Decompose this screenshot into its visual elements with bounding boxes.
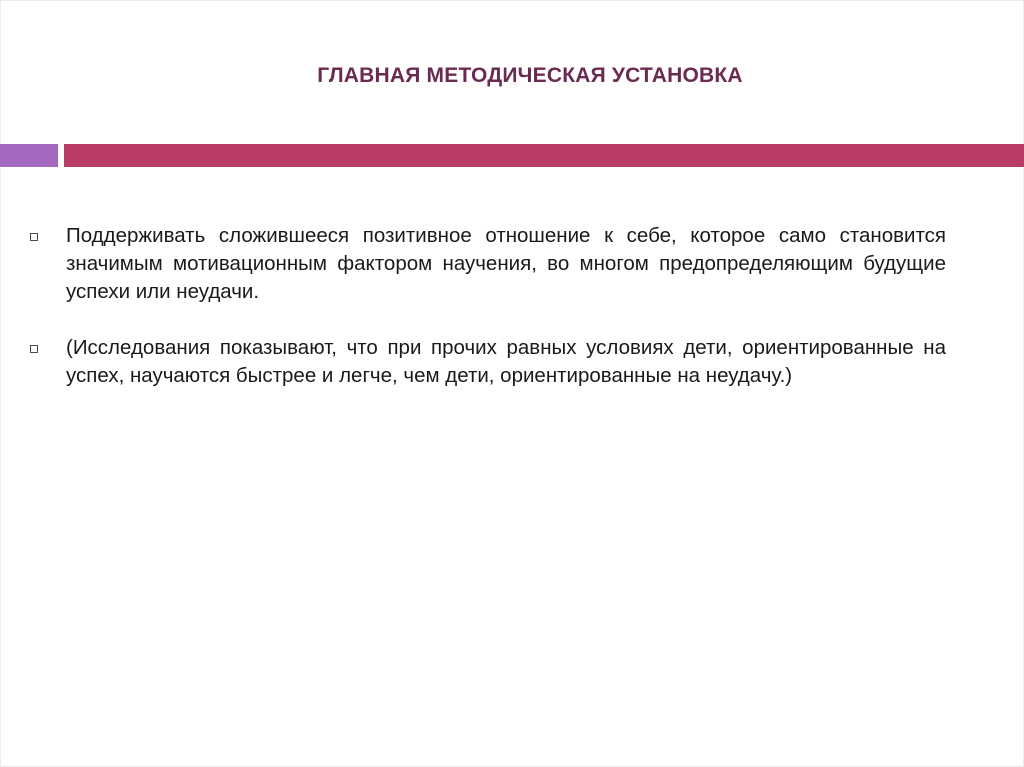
slide-title: ГЛАВНАЯ МЕТОДИЧЕСКАЯ УСТАНОВКА [317, 64, 743, 87]
square-bullet-icon [30, 233, 38, 241]
bullet-item [30, 334, 946, 390]
square-bullet-icon [30, 345, 38, 353]
accent-bar-right [64, 144, 1024, 167]
bullet-list [30, 222, 946, 418]
bullet-text: Поддерживать сложившееся позитивное отношение к себе, которое само становится значимым мотивационным фактором научения, во многом предопределяющим будущие успехи или неудачи. [66, 224, 946, 303]
bullet-item [30, 222, 946, 306]
bullet-text: (Исследования показывают, что при прочих равных условиях дети, ориентированные на успех, научаются быстрее и легче, чем дети, ориентированные на неудачу.) [66, 336, 946, 387]
accent-bar-left [0, 144, 58, 167]
